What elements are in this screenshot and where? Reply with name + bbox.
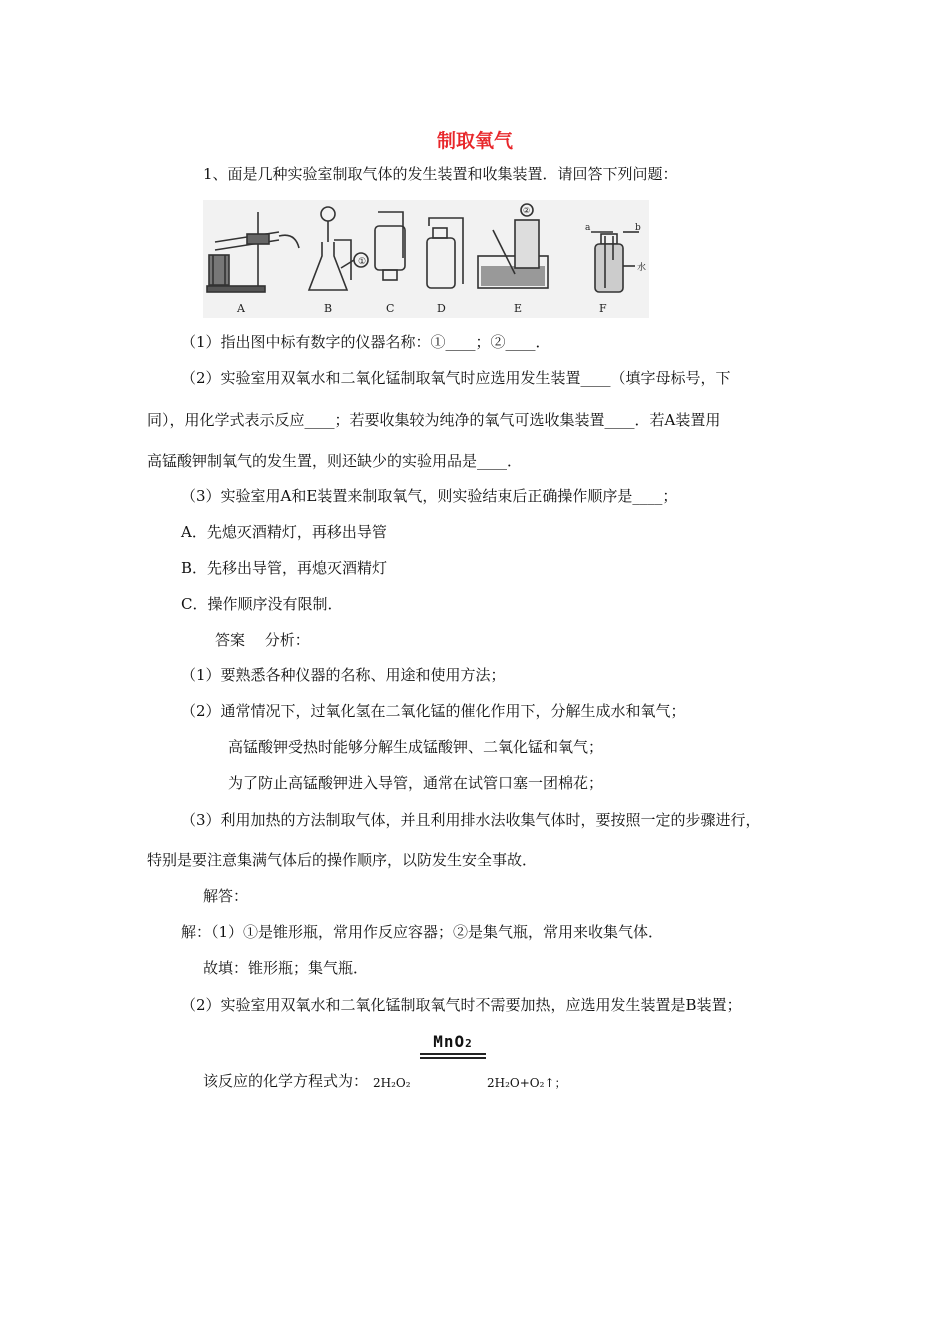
marker-2-label: ② bbox=[523, 206, 531, 215]
port-b-label: b bbox=[635, 223, 641, 233]
equation-bar-bottom bbox=[420, 1057, 486, 1059]
part-3-question: （3）实验室用A和E装置来制取氧气，则实验结束后正确操作顺序是____； bbox=[181, 487, 678, 505]
answer-heading: 答案 分析： bbox=[215, 631, 310, 649]
apparatus-label-c: C bbox=[386, 302, 395, 315]
apparatus-label-a: A bbox=[237, 302, 245, 315]
water-label: 水 bbox=[637, 263, 647, 273]
option-a: A．先熄灭酒精灯，再移出导管 bbox=[181, 523, 387, 541]
analysis-2-line-2: 高锰酸钾受热时能够分解生成锰酸钾、二氧化锰和氧气； bbox=[228, 738, 604, 756]
option-c: C．操作顺序没有限制． bbox=[181, 595, 343, 613]
solution-1: 解：（1）①是锥形瓶，常用作反应容器；②是集气瓶，常用来收集气体． bbox=[181, 923, 664, 941]
apparatus-label-f: F bbox=[599, 302, 607, 315]
equation-prefix: 该反应的化学方程式为： bbox=[203, 1072, 369, 1090]
analysis-3-line-2: 特别是要注意集满气体后的操作顺序，以防发生安全事故． bbox=[147, 851, 538, 869]
part-2-question-line-3: 高锰酸钾制氧气的发生置，则还缺少的实验用品是____． bbox=[147, 452, 523, 470]
part-2-question-line-1: （2）实验室用双氧水和二氧化锰制取氧气时应选用发生装置____（填字母标号，下 bbox=[181, 369, 731, 387]
question-intro: 1、面是几种实验室制取气体的发生装置和收集装置．请回答下列问题： bbox=[203, 165, 678, 183]
apparatus-label-b: B bbox=[324, 302, 333, 315]
analysis-1: （1）要熟悉各种仪器的名称、用途和使用方法； bbox=[181, 666, 506, 684]
catalyst-label bbox=[420, 1032, 486, 1059]
apparatus-figure bbox=[203, 200, 649, 318]
part-2-question-line-2: 同），用化学式表示反应____；若要收集较为纯净的氧气可选收集装置____．若A装置用 bbox=[147, 411, 721, 429]
equation-reactants: 2H₂O₂ bbox=[373, 1076, 411, 1090]
apparatus-label-e: E bbox=[514, 302, 523, 315]
catalyst-subscript: 2 bbox=[465, 1037, 473, 1050]
catalyst-formula: MnO bbox=[433, 1032, 466, 1051]
solution-heading: 解答： bbox=[203, 887, 249, 905]
solution-1-answer: 故填：锥形瓶；集气瓶． bbox=[203, 959, 369, 977]
marker-1-label: ① bbox=[358, 257, 367, 267]
apparatus-label-d: D bbox=[437, 302, 446, 315]
port-a-label: a bbox=[585, 223, 591, 233]
analysis-2: （2）通常情况下，过氧化氢在二氧化锰的催化作用下，分解生成水和氧气； bbox=[181, 702, 686, 720]
page-title: 制取氧气 bbox=[436, 130, 513, 152]
solution-2: （2）实验室用双氧水和二氧化锰制取氧气时不需要加热，应选用发生装置是B装置； bbox=[181, 996, 742, 1014]
part-1-question: （1）指出图中标有数字的仪器名称：①____；②____． bbox=[181, 333, 551, 351]
analysis-3-line-1: （3）利用加热的方法制取气体，并且利用排水法收集气体时，要按照一定的步骤进行， bbox=[181, 811, 761, 829]
analysis-2-line-3: 为了防止高锰酸钾进入导管，通常在试管口塞一团棉花； bbox=[228, 774, 604, 792]
option-b: B．先移出导管，再熄灭酒精灯 bbox=[181, 559, 388, 577]
equation-bar-top bbox=[420, 1053, 486, 1055]
equation-products: 2H₂O+O₂↑； bbox=[487, 1076, 567, 1090]
